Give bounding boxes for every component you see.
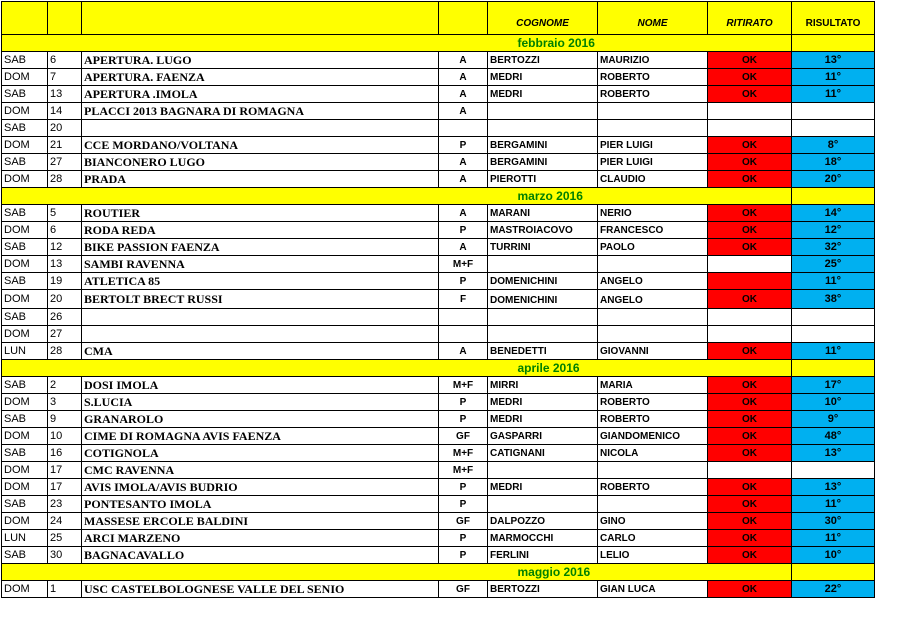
category-cell: A: [439, 69, 488, 86]
surname-cell: [488, 462, 598, 479]
header-cognome: COGNOME: [488, 2, 598, 35]
category-cell: P: [439, 394, 488, 411]
ritirato-cell: [708, 326, 792, 343]
category-cell: P: [439, 273, 488, 290]
category-cell: A: [439, 52, 488, 69]
day-cell: LUN: [2, 530, 48, 547]
surname-cell: [488, 120, 598, 137]
surname-cell: MIRRI: [488, 377, 598, 394]
table-row: [2, 256, 875, 273]
surname-cell: MARMOCCHI: [488, 530, 598, 547]
date-cell: 13: [48, 256, 82, 273]
risultato-cell: 10°: [792, 394, 875, 411]
table-row: [2, 530, 875, 547]
risultato-cell: 25°: [792, 256, 875, 273]
event-cell: BAGNACAVALLO: [82, 547, 439, 564]
surname-cell: BERGAMINI: [488, 154, 598, 171]
name-cell: GINO: [598, 513, 708, 530]
surname-cell: CATIGNANI: [488, 445, 598, 462]
name-cell: CLAUDIO: [598, 171, 708, 188]
ritirato-cell: [708, 309, 792, 326]
table-row: [2, 222, 875, 239]
category-cell: P: [439, 530, 488, 547]
name-cell: FRANCESCO: [598, 222, 708, 239]
table-row: [2, 120, 875, 137]
ritirato-cell: OK: [708, 343, 792, 360]
risultato-cell: 13°: [792, 479, 875, 496]
risultato-cell: 12°: [792, 222, 875, 239]
day-cell: DOM: [2, 462, 48, 479]
table-row: [2, 69, 875, 86]
day-cell: SAB: [2, 120, 48, 137]
risultato-cell: 30°: [792, 513, 875, 530]
ritirato-cell: [708, 256, 792, 273]
name-cell: NERIO: [598, 205, 708, 222]
ritirato-cell: [708, 273, 792, 290]
name-cell: [598, 496, 708, 513]
risultato-cell: 11°: [792, 86, 875, 103]
day-cell: SAB: [2, 205, 48, 222]
category-cell: P: [439, 222, 488, 239]
category-cell: M+F: [439, 445, 488, 462]
table-row: [2, 462, 875, 479]
table-row: [2, 205, 875, 222]
day-cell: SAB: [2, 239, 48, 256]
category-cell: A: [439, 343, 488, 360]
table-row: [2, 326, 875, 343]
event-cell: ROUTIER: [82, 205, 439, 222]
table-row: [2, 428, 875, 445]
month-spacer: [2, 564, 488, 581]
day-cell: DOM: [2, 479, 48, 496]
day-cell: SAB: [2, 309, 48, 326]
name-cell: [598, 462, 708, 479]
event-cell: GRANAROLO: [82, 411, 439, 428]
table-row: [2, 479, 875, 496]
category-cell: P: [439, 137, 488, 154]
date-cell: 7: [48, 69, 82, 86]
event-cell: PLACCI 2013 BAGNARA DI ROMAGNA: [82, 103, 439, 120]
table-row: [2, 137, 875, 154]
header-ritirato: RITIRATO: [708, 2, 792, 35]
risultato-cell: 14°: [792, 205, 875, 222]
name-cell: ROBERTO: [598, 479, 708, 496]
event-cell: DOSI IMOLA: [82, 377, 439, 394]
category-cell: A: [439, 205, 488, 222]
surname-cell: MASTROIACOVO: [488, 222, 598, 239]
name-cell: PIER LUIGI: [598, 154, 708, 171]
table-row: [2, 171, 875, 188]
surname-cell: MARANI: [488, 205, 598, 222]
day-cell: DOM: [2, 222, 48, 239]
risultato-cell: 38°: [792, 290, 875, 309]
risultato-cell: 13°: [792, 52, 875, 69]
category-cell: P: [439, 547, 488, 564]
date-cell: 24: [48, 513, 82, 530]
event-cell: APERTURA. LUGO: [82, 52, 439, 69]
name-cell: ROBERTO: [598, 394, 708, 411]
day-cell: SAB: [2, 154, 48, 171]
event-cell: COTIGNOLA: [82, 445, 439, 462]
ritirato-cell: OK: [708, 171, 792, 188]
risultato-cell: 11°: [792, 530, 875, 547]
category-cell: F: [439, 290, 488, 309]
surname-cell: MEDRI: [488, 86, 598, 103]
date-cell: 9: [48, 411, 82, 428]
risultato-cell: 11°: [792, 496, 875, 513]
day-cell: DOM: [2, 394, 48, 411]
ritirato-cell: [708, 462, 792, 479]
surname-cell: TURRINI: [488, 239, 598, 256]
name-cell: [598, 103, 708, 120]
event-cell: PRADA: [82, 171, 439, 188]
event-cell: ATLETICA 85: [82, 273, 439, 290]
date-cell: 17: [48, 462, 82, 479]
ritirato-cell: OK: [708, 205, 792, 222]
event-cell: BIANCONERO LUGO: [82, 154, 439, 171]
ritirato-cell: OK: [708, 86, 792, 103]
category-cell: A: [439, 154, 488, 171]
month-spacer: [2, 35, 488, 52]
category-cell: GF: [439, 581, 488, 598]
header-row: [2, 2, 875, 35]
day-cell: DOM: [2, 290, 48, 309]
day-cell: SAB: [2, 86, 48, 103]
risultato-cell: 9°: [792, 411, 875, 428]
ritirato-cell: OK: [708, 290, 792, 309]
ritirato-cell: OK: [708, 581, 792, 598]
table-row: [2, 445, 875, 462]
day-cell: DOM: [2, 103, 48, 120]
date-cell: 27: [48, 154, 82, 171]
month-row: [2, 188, 875, 205]
race-results-table: [1, 1, 875, 598]
ritirato-cell: [708, 120, 792, 137]
day-cell: DOM: [2, 428, 48, 445]
date-cell: 3: [48, 394, 82, 411]
surname-cell: [488, 309, 598, 326]
risultato-cell: 8°: [792, 137, 875, 154]
risultato-cell: [792, 120, 875, 137]
name-cell: ROBERTO: [598, 411, 708, 428]
table-row: [2, 309, 875, 326]
month-label: febbraio 2016: [488, 35, 792, 52]
header-blank-day: [2, 2, 48, 35]
month-spacer: [2, 360, 488, 377]
event-cell: SAMBI RAVENNA: [82, 256, 439, 273]
day-cell: DOM: [2, 581, 48, 598]
day-cell: DOM: [2, 137, 48, 154]
day-cell: DOM: [2, 69, 48, 86]
risultato-cell: 32°: [792, 239, 875, 256]
name-cell: ROBERTO: [598, 86, 708, 103]
event-cell: ARCI MARZENO: [82, 530, 439, 547]
event-cell: [82, 120, 439, 137]
event-cell: [82, 326, 439, 343]
event-cell: CMC RAVENNA: [82, 462, 439, 479]
date-cell: 20: [48, 120, 82, 137]
ritirato-cell: OK: [708, 547, 792, 564]
name-cell: ROBERTO: [598, 69, 708, 86]
date-cell: 20: [48, 290, 82, 309]
month-label: maggio 2016: [488, 564, 792, 581]
table-row: [2, 52, 875, 69]
risultato-cell: 17°: [792, 377, 875, 394]
surname-cell: [488, 326, 598, 343]
category-cell: [439, 120, 488, 137]
table-row: [2, 103, 875, 120]
surname-cell: BERGAMINI: [488, 137, 598, 154]
category-cell: A: [439, 171, 488, 188]
ritirato-cell: OK: [708, 69, 792, 86]
name-cell: LELIO: [598, 547, 708, 564]
surname-cell: [488, 496, 598, 513]
category-cell: [439, 326, 488, 343]
day-cell: SAB: [2, 52, 48, 69]
event-cell: S.LUCIA: [82, 394, 439, 411]
event-cell: [82, 309, 439, 326]
ritirato-cell: OK: [708, 445, 792, 462]
event-cell: MASSESE ERCOLE BALDINI: [82, 513, 439, 530]
name-cell: ANGELO: [598, 273, 708, 290]
date-cell: 23: [48, 496, 82, 513]
name-cell: PIER LUIGI: [598, 137, 708, 154]
category-cell: GF: [439, 428, 488, 445]
date-cell: 2: [48, 377, 82, 394]
surname-cell: MEDRI: [488, 479, 598, 496]
date-cell: 21: [48, 137, 82, 154]
ritirato-cell: OK: [708, 428, 792, 445]
surname-cell: [488, 103, 598, 120]
surname-cell: MEDRI: [488, 411, 598, 428]
event-cell: RODA REDA: [82, 222, 439, 239]
risultato-cell: 18°: [792, 154, 875, 171]
month-label: marzo 2016: [488, 188, 792, 205]
day-cell: SAB: [2, 273, 48, 290]
ritirato-cell: OK: [708, 52, 792, 69]
date-cell: 27: [48, 326, 82, 343]
table-row: [2, 343, 875, 360]
date-cell: 6: [48, 222, 82, 239]
day-cell: SAB: [2, 496, 48, 513]
table-row: [2, 377, 875, 394]
day-cell: LUN: [2, 343, 48, 360]
month-row: [2, 35, 875, 52]
event-cell: CMA: [82, 343, 439, 360]
ritirato-cell: OK: [708, 137, 792, 154]
day-cell: DOM: [2, 326, 48, 343]
date-cell: 1: [48, 581, 82, 598]
surname-cell: [488, 256, 598, 273]
name-cell: PAOLO: [598, 239, 708, 256]
month-spacer-end: [792, 564, 875, 581]
category-cell: M+F: [439, 462, 488, 479]
risultato-cell: 22°: [792, 581, 875, 598]
date-cell: 28: [48, 343, 82, 360]
ritirato-cell: OK: [708, 513, 792, 530]
table-row: [2, 411, 875, 428]
date-cell: 6: [48, 52, 82, 69]
ritirato-cell: OK: [708, 530, 792, 547]
event-cell: BIKE PASSION FAENZA: [82, 239, 439, 256]
surname-cell: PIEROTTI: [488, 171, 598, 188]
header-nome: NOME: [598, 2, 708, 35]
risultato-cell: 11°: [792, 343, 875, 360]
name-cell: MAURIZIO: [598, 52, 708, 69]
table-row: [2, 273, 875, 290]
date-cell: 10: [48, 428, 82, 445]
risultato-cell: 10°: [792, 547, 875, 564]
name-cell: GIAN LUCA: [598, 581, 708, 598]
surname-cell: DALPOZZO: [488, 513, 598, 530]
month-spacer-end: [792, 360, 875, 377]
name-cell: [598, 326, 708, 343]
surname-cell: MEDRI: [488, 69, 598, 86]
surname-cell: MEDRI: [488, 394, 598, 411]
month-spacer-end: [792, 35, 875, 52]
name-cell: CARLO: [598, 530, 708, 547]
date-cell: 14: [48, 103, 82, 120]
date-cell: 28: [48, 171, 82, 188]
name-cell: MARIA: [598, 377, 708, 394]
event-cell: CCE MORDANO/VOLTANA: [82, 137, 439, 154]
category-cell: A: [439, 103, 488, 120]
month-row: [2, 564, 875, 581]
day-cell: DOM: [2, 171, 48, 188]
category-cell: A: [439, 86, 488, 103]
category-cell: P: [439, 496, 488, 513]
month-spacer: [2, 188, 488, 205]
date-cell: 19: [48, 273, 82, 290]
risultato-cell: 11°: [792, 273, 875, 290]
name-cell: [598, 120, 708, 137]
surname-cell: BERTOZZI: [488, 581, 598, 598]
event-cell: AVIS IMOLA/AVIS BUDRIO: [82, 479, 439, 496]
table-row: [2, 239, 875, 256]
month-row: [2, 360, 875, 377]
name-cell: ANGELO: [598, 290, 708, 309]
risultato-cell: [792, 103, 875, 120]
name-cell: GIANDOMENICO: [598, 428, 708, 445]
day-cell: SAB: [2, 547, 48, 564]
category-cell: A: [439, 239, 488, 256]
date-cell: 13: [48, 86, 82, 103]
table-body: [2, 2, 875, 598]
day-cell: DOM: [2, 513, 48, 530]
ritirato-cell: OK: [708, 496, 792, 513]
day-cell: SAB: [2, 445, 48, 462]
category-cell: M+F: [439, 256, 488, 273]
day-cell: DOM: [2, 256, 48, 273]
name-cell: [598, 256, 708, 273]
header-risultato: RISULTATO: [792, 2, 875, 35]
event-cell: APERTURA .IMOLA: [82, 86, 439, 103]
header-blank-cat: [439, 2, 488, 35]
risultato-cell: [792, 309, 875, 326]
name-cell: NICOLA: [598, 445, 708, 462]
surname-cell: BERTOZZI: [488, 52, 598, 69]
table-row: [2, 394, 875, 411]
event-cell: USC CASTELBOLOGNESE VALLE DEL SENIO: [82, 581, 439, 598]
category-cell: [439, 309, 488, 326]
ritirato-cell: OK: [708, 411, 792, 428]
header-blank-event: [82, 2, 439, 35]
name-cell: [598, 309, 708, 326]
table-row: [2, 496, 875, 513]
table-row: [2, 513, 875, 530]
month-label: aprile 2016: [488, 360, 792, 377]
table-row: [2, 154, 875, 171]
surname-cell: DOMENICHINI: [488, 273, 598, 290]
ritirato-cell: OK: [708, 154, 792, 171]
risultato-cell: [792, 326, 875, 343]
ritirato-cell: OK: [708, 377, 792, 394]
ritirato-cell: OK: [708, 479, 792, 496]
month-spacer-end: [792, 188, 875, 205]
ritirato-cell: OK: [708, 239, 792, 256]
name-cell: GIOVANNI: [598, 343, 708, 360]
risultato-cell: [792, 462, 875, 479]
ritirato-cell: OK: [708, 394, 792, 411]
date-cell: 12: [48, 239, 82, 256]
category-cell: P: [439, 411, 488, 428]
ritirato-cell: OK: [708, 222, 792, 239]
risultato-cell: 20°: [792, 171, 875, 188]
date-cell: 5: [48, 205, 82, 222]
table-row: [2, 547, 875, 564]
table-row: [2, 581, 875, 598]
day-cell: SAB: [2, 411, 48, 428]
surname-cell: GASPARRI: [488, 428, 598, 445]
date-cell: 26: [48, 309, 82, 326]
table-row: [2, 86, 875, 103]
risultato-cell: 13°: [792, 445, 875, 462]
surname-cell: FERLINI: [488, 547, 598, 564]
date-cell: 25: [48, 530, 82, 547]
surname-cell: DOMENICHINI: [488, 290, 598, 309]
event-cell: PONTESANTO IMOLA: [82, 496, 439, 513]
date-cell: 17: [48, 479, 82, 496]
ritirato-cell: [708, 103, 792, 120]
date-cell: 30: [48, 547, 82, 564]
category-cell: GF: [439, 513, 488, 530]
event-cell: BERTOLT BRECT RUSSI: [82, 290, 439, 309]
surname-cell: BENEDETTI: [488, 343, 598, 360]
category-cell: P: [439, 479, 488, 496]
event-cell: CIME DI ROMAGNA AVIS FAENZA: [82, 428, 439, 445]
event-cell: APERTURA. FAENZA: [82, 69, 439, 86]
header-blank-num: [48, 2, 82, 35]
risultato-cell: 48°: [792, 428, 875, 445]
day-cell: SAB: [2, 377, 48, 394]
date-cell: 16: [48, 445, 82, 462]
category-cell: M+F: [439, 377, 488, 394]
risultato-cell: 11°: [792, 69, 875, 86]
table-row: [2, 290, 875, 309]
